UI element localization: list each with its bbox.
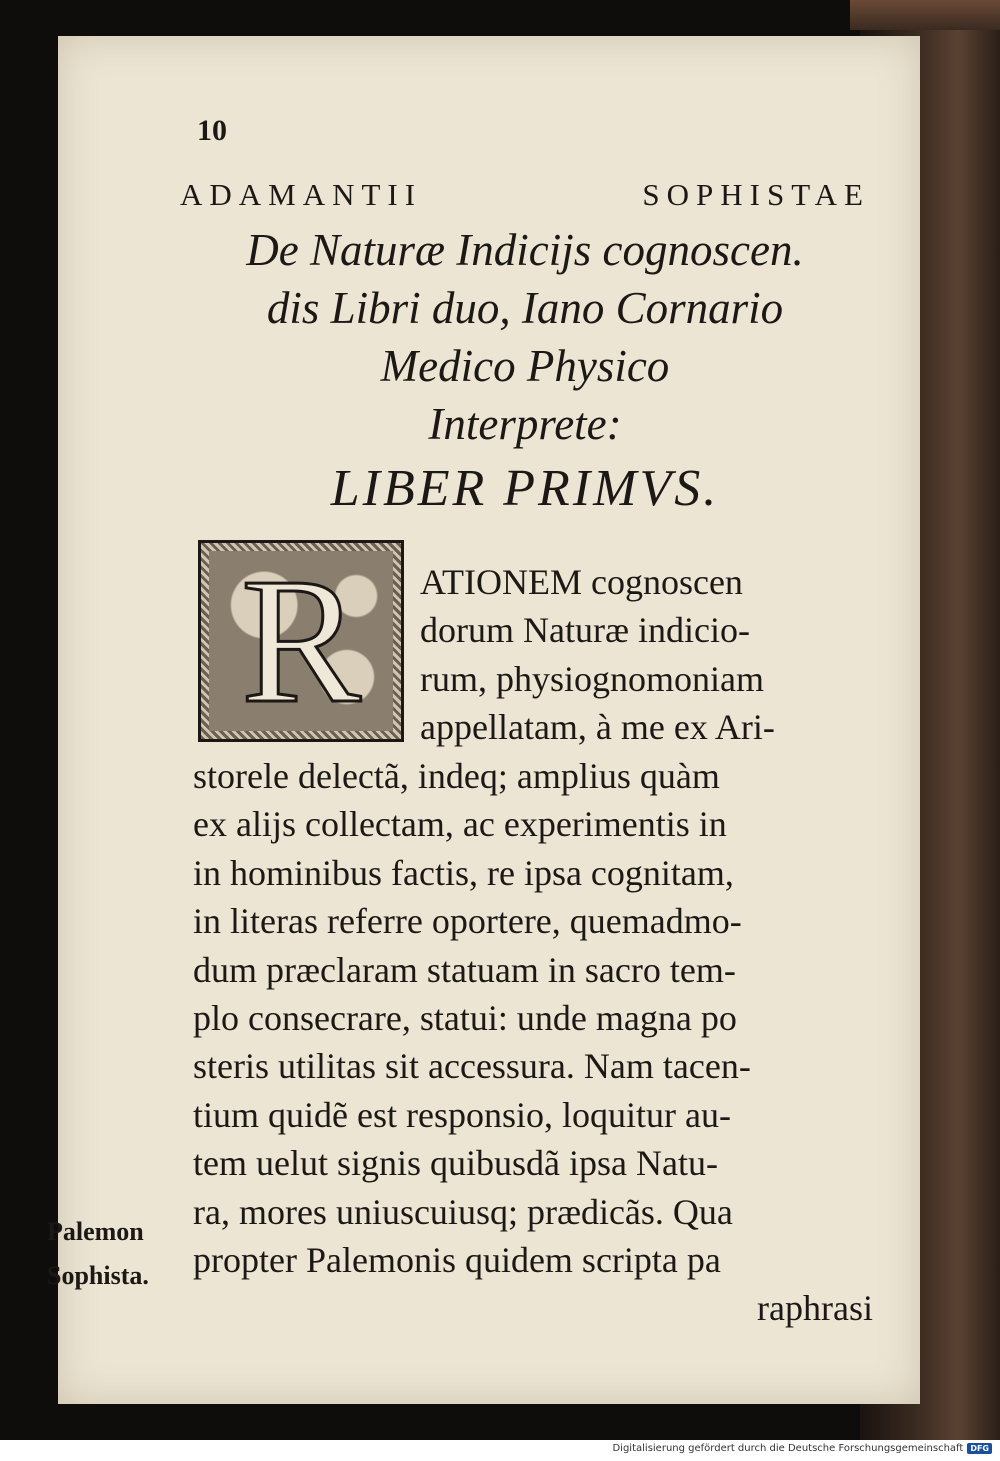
text-line: dorum Naturæ indicio- xyxy=(420,610,750,651)
footer-bar xyxy=(0,1440,1000,1461)
text-line: tium quidẽ est responsio, loquitur au- xyxy=(193,1094,731,1135)
margin-note xyxy=(47,1210,149,1298)
side-text-block xyxy=(420,558,870,752)
title-line: Medico Physico xyxy=(380,341,670,391)
text-line: dum præclaram statuam in sacro tem- xyxy=(193,949,736,990)
footer-credit-text: Digitalisierung gefördert durch die Deutsche Forschungsgemeinschaft xyxy=(612,1443,964,1454)
text-line: appellatam, à me ex Ari- xyxy=(420,707,775,748)
initial-letter: R xyxy=(240,541,362,740)
running-head-epithet: SOPHISTAE xyxy=(642,177,870,212)
page-number: 10 xyxy=(197,114,227,147)
running-head xyxy=(180,177,870,221)
decorated-initial xyxy=(198,540,404,742)
page-head xyxy=(180,140,870,518)
title-line: dis Libri duo, Iano Cornario xyxy=(266,283,784,333)
text-line: ATIONEM cognoscen xyxy=(420,562,743,602)
text-line: rum, physiognomoniam xyxy=(420,658,764,699)
title-line: Interprete: xyxy=(428,399,622,449)
margin-note-line: Sophista. xyxy=(47,1261,149,1290)
book-heading: LIBER PRIMVS. xyxy=(330,460,720,517)
text-line: ex alijs collectam, ac experimentis in xyxy=(193,804,727,845)
text-line: in hominibus factis, re ipsa cognitam, xyxy=(193,852,734,893)
text-line: ra, mores uniuscuiusq; prædicãs. Qua xyxy=(193,1191,733,1232)
catchword: raphrasi xyxy=(757,1288,873,1329)
running-head-author: ADAMANTII xyxy=(180,177,423,212)
footer-credit xyxy=(612,1443,992,1454)
margin-note-line: Palemon xyxy=(47,1217,144,1246)
text-line: plo consecrare, statui: unde magna po xyxy=(193,997,737,1038)
text-line: propter Palemonis quidem scripta pa xyxy=(193,1239,721,1280)
book-edge-top xyxy=(850,0,1000,30)
text-line: storele delectã, indeq; amplius quàm xyxy=(193,756,720,796)
text-line: in literas referre oportere, quemadmo- xyxy=(193,901,742,942)
dfg-logo-icon: DFG xyxy=(967,1443,992,1454)
title-line: De Naturæ Indicijs cognoscen. xyxy=(246,225,804,275)
text-line: tem uelut signis quibusdã ipsa Natu- xyxy=(193,1143,718,1184)
initial-ornament xyxy=(209,541,393,740)
text-line: steris utilitas sit accessura. Nam tacen- xyxy=(193,1046,751,1087)
body-text-block xyxy=(193,752,873,1333)
